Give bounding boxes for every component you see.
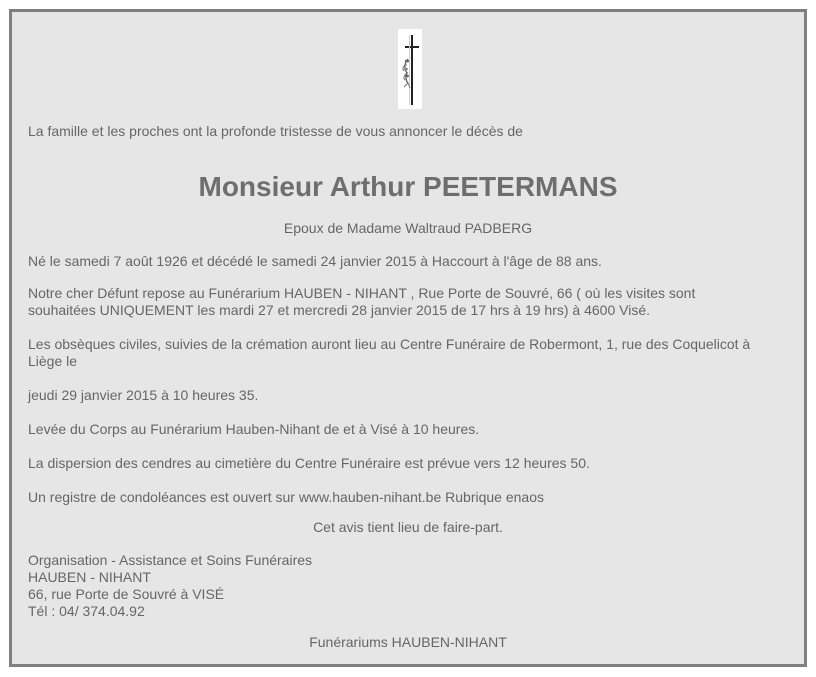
notice-text: Cet avis tient lieu de faire-part. (313, 519, 503, 535)
organisation-line-2: HAUBEN - NIHANT (28, 569, 151, 585)
ceremony-date-text: jeudi 29 janvier 2015 à 10 heures 35. (28, 387, 259, 403)
deceased-name: Monsieur Arthur PEETERMANS (198, 171, 618, 202)
visits-line-2: souhaitées UNIQUEMENT les mardi 27 et mercredi 28 janvier 2015 de 17 hrs à 19 hrs) à 4600 Visé. (28, 302, 651, 318)
organisation-phone: Tél : 04/ 374.04.92 (28, 603, 145, 619)
obsequies-line-2: Liège le (28, 353, 78, 369)
footer-signature: Funérariums HAUBEN-NIHANT (309, 634, 507, 650)
intro-text: La famille et les proches ont la profonde tristesse de vous annoncer le décès de (28, 123, 523, 139)
spouse-text: Epoux de Madame Waltraud PADBERG (283, 220, 533, 236)
cross-with-flowers-icon (398, 29, 422, 109)
organisation-address: 66, rue Porte de Souvré à VISÉ (28, 586, 225, 602)
visits-line-1: Notre cher Défunt repose au Funérarium HAUBEN - NIHANT , Rue Porte de Souvré, 66 ( où les visites sont (28, 285, 696, 301)
obsequies-line-1: Les obsèques civiles, suivies de la crémation auront lieu au Centre Funéraire de Robermont, 1, rue des Coquelicot à (28, 336, 751, 352)
levee-text: Levée du Corps au Funérarium Hauben-Nihant de et à Visé à 10 heures. (28, 421, 480, 437)
dispersion-text: La dispersion des cendres au cimetière du Centre Funéraire est prévue vers 12 heures 50. (28, 455, 590, 471)
condolence-register-text: Un registre de condoléances est ouvert sur www.hauben-nihant.be Rubrique enaos (28, 489, 544, 505)
organisation-line-1: Organisation - Assistance et Soins Funéraires (28, 552, 313, 568)
birth-death-text: Né le samedi 7 août 1926 et décédé le samedi 24 janvier 2015 à Haccourt à l'âge de 88 ans. (28, 253, 602, 269)
obituary-panel (9, 9, 807, 667)
